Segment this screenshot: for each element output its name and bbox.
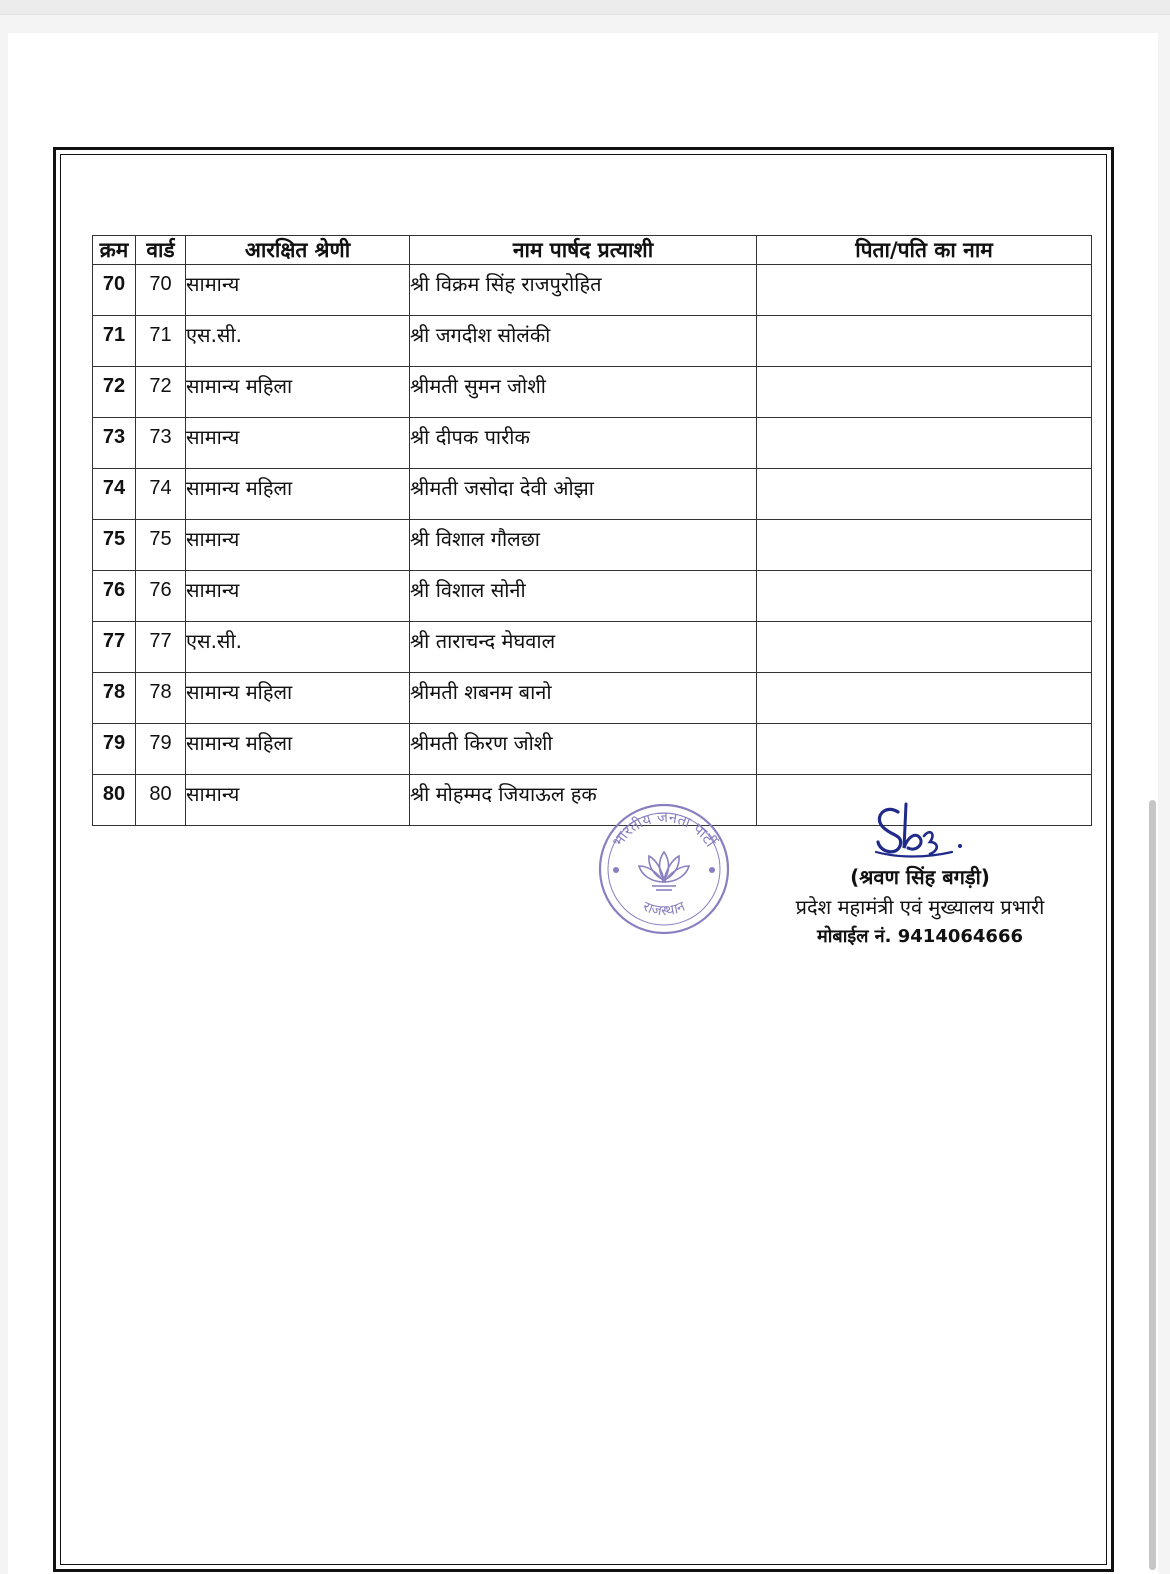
header-father-husband-name: पिता/पति का नाम bbox=[757, 236, 1092, 265]
cell-ward: 74 bbox=[136, 469, 186, 520]
cell-category: सामान्य bbox=[186, 571, 410, 622]
cell-guardian bbox=[757, 367, 1092, 418]
header-candidate-name: नाम पार्षद प्रत्याशी bbox=[410, 236, 757, 265]
cell-guardian bbox=[757, 571, 1092, 622]
cell-candidate: श्री विशाल गौलछा bbox=[410, 520, 757, 571]
table-row bbox=[93, 673, 1092, 724]
cell-candidate: श्रीमती किरण जोशी bbox=[410, 724, 757, 775]
cell-ward: 76 bbox=[136, 571, 186, 622]
cell-kram: 70 bbox=[93, 265, 136, 316]
cell-kram: 78 bbox=[93, 673, 136, 724]
table-row bbox=[93, 367, 1092, 418]
header-reserved-category: आरक्षित श्रेणी bbox=[186, 236, 410, 265]
cell-candidate: श्री मोहम्मद जियाऊल हक bbox=[410, 775, 757, 826]
top-status-strip bbox=[0, 0, 1170, 15]
cell-guardian bbox=[757, 520, 1092, 571]
cell-category: सामान्य bbox=[186, 418, 410, 469]
cell-kram: 74 bbox=[93, 469, 136, 520]
cell-ward: 70 bbox=[136, 265, 186, 316]
cell-ward: 72 bbox=[136, 367, 186, 418]
table-row bbox=[93, 622, 1092, 673]
cell-kram: 73 bbox=[93, 418, 136, 469]
stamp-text-bottom: राजस्थान bbox=[640, 898, 688, 920]
table-row bbox=[93, 571, 1092, 622]
stamp-text-top: भारतीय जनता पार्टी bbox=[608, 807, 720, 851]
cell-ward: 75 bbox=[136, 520, 186, 571]
cell-category: सामान्य महिला bbox=[186, 724, 410, 775]
cell-guardian bbox=[757, 265, 1092, 316]
cell-ward: 78 bbox=[136, 673, 186, 724]
cell-category: एस.सी. bbox=[186, 622, 410, 673]
cell-guardian bbox=[757, 622, 1092, 673]
party-stamp bbox=[596, 800, 732, 938]
table-row bbox=[93, 265, 1092, 316]
cell-category: सामान्य महिला bbox=[186, 469, 410, 520]
svg-text:राजस्थान bbox=[641, 899, 688, 920]
cell-guardian bbox=[757, 673, 1092, 724]
table-header-row bbox=[93, 236, 1092, 265]
cell-kram: 76 bbox=[93, 571, 136, 622]
table-row bbox=[93, 469, 1092, 520]
cell-kram: 75 bbox=[93, 520, 136, 571]
table-row bbox=[93, 418, 1092, 469]
cell-kram: 71 bbox=[93, 316, 136, 367]
svg-text:भारतीय जनता पार्टी bbox=[608, 808, 720, 851]
cell-category: सामान्य bbox=[186, 520, 410, 571]
stamp-dot-right bbox=[709, 867, 715, 873]
table-row bbox=[93, 520, 1092, 571]
cell-guardian bbox=[757, 724, 1092, 775]
cell-candidate: श्री ताराचन्द मेघवाल bbox=[410, 622, 757, 673]
cell-guardian bbox=[757, 418, 1092, 469]
cell-candidate: श्री जगदीश सोलंकी bbox=[410, 316, 757, 367]
table-row bbox=[93, 316, 1092, 367]
handwritten-signature bbox=[868, 798, 968, 864]
cell-candidate: श्री विशाल सोनी bbox=[410, 571, 757, 622]
scrollbar[interactable] bbox=[1149, 800, 1156, 1570]
cell-kram: 80 bbox=[93, 775, 136, 826]
stamp-dot-left bbox=[613, 867, 619, 873]
signatory-block bbox=[740, 862, 1100, 952]
table-row bbox=[93, 724, 1092, 775]
signatory-mobile: मोबाईल नं. 9414064666 bbox=[816, 926, 1023, 947]
cell-category: सामान्य महिला bbox=[186, 673, 410, 724]
signatory-designation: प्रदेश महामंत्री एवं मुख्यालय प्रभारी bbox=[795, 895, 1045, 919]
cell-ward: 71 bbox=[136, 316, 186, 367]
cell-guardian bbox=[757, 316, 1092, 367]
cell-ward: 79 bbox=[136, 724, 186, 775]
candidate-table bbox=[92, 235, 1092, 826]
cell-category: सामान्य bbox=[186, 775, 410, 826]
cell-category: एस.सी. bbox=[186, 316, 410, 367]
header-kram: क्रम bbox=[93, 236, 136, 265]
cell-category: सामान्य महिला bbox=[186, 367, 410, 418]
cell-candidate: श्रीमती सुमन जोशी bbox=[410, 367, 757, 418]
cell-ward: 80 bbox=[136, 775, 186, 826]
cell-guardian bbox=[757, 469, 1092, 520]
lotus-icon bbox=[639, 852, 689, 890]
cell-kram: 79 bbox=[93, 724, 136, 775]
cell-ward: 77 bbox=[136, 622, 186, 673]
cell-ward: 73 bbox=[136, 418, 186, 469]
cell-kram: 72 bbox=[93, 367, 136, 418]
cell-candidate: श्रीमती जसोदा देवी ओझा bbox=[410, 469, 757, 520]
cell-candidate: श्रीमती शबनम बानो bbox=[410, 673, 757, 724]
cell-category: सामान्य bbox=[186, 265, 410, 316]
cell-kram: 77 bbox=[93, 622, 136, 673]
cell-candidate: श्री विक्रम सिंह राजपुरोहित bbox=[410, 265, 757, 316]
cell-candidate: श्री दीपक पारीक bbox=[410, 418, 757, 469]
header-ward: वार्ड bbox=[136, 236, 186, 265]
signatory-name: (श्रवण सिंह बगड़ी) bbox=[850, 865, 990, 889]
